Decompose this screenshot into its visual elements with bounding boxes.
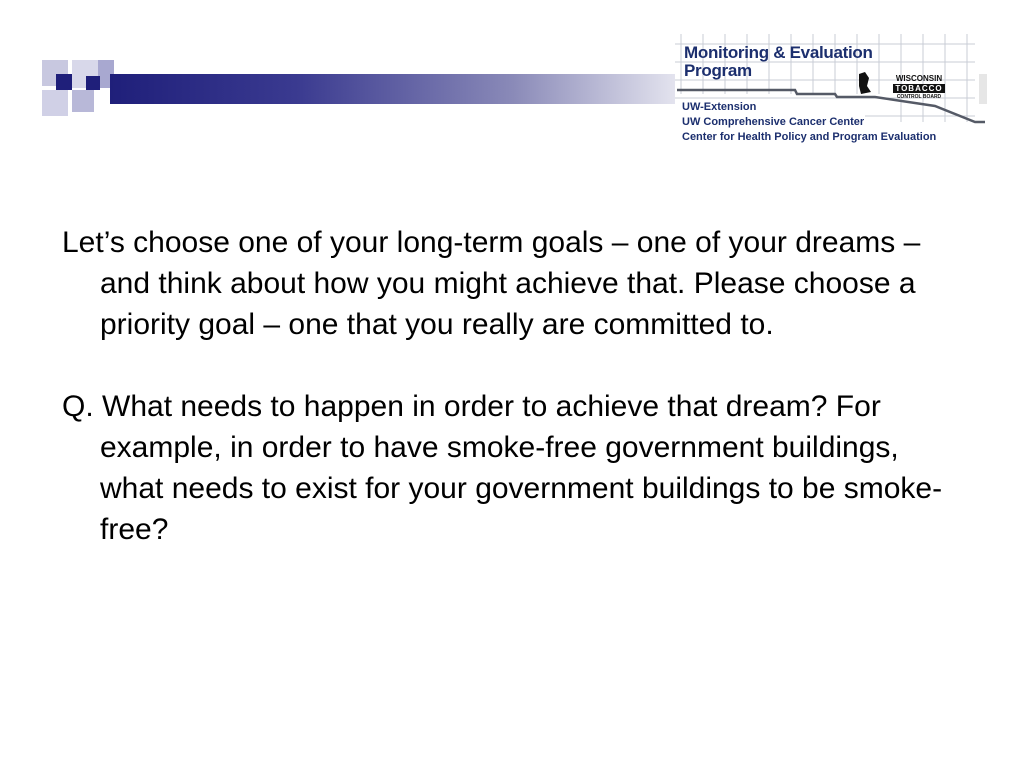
badge-line-3: CONTROL BOARD (896, 94, 942, 100)
slide-body (62, 222, 962, 591)
decor-square-light (72, 90, 94, 112)
paragraph-question: Q. What needs to happen in order to achieve that dream? For example, in order to have smoke-free government buildings, what needs to exist for your government buildings to be smoke-free? (62, 390, 943, 546)
header-bar (110, 74, 730, 104)
program-logo (675, 34, 987, 152)
affiliation-line: UW Comprehensive Cancer Center (682, 116, 865, 128)
decor-square-dark (56, 74, 72, 90)
affiliation-line: Center for Health Policy and Program Evaluation (682, 131, 937, 143)
badge-line-1: WISCONSIN (895, 74, 943, 83)
affiliation-line: UW-Extension (682, 101, 757, 113)
decor-square-light (42, 90, 68, 116)
tobacco-board-badge (887, 74, 951, 100)
logo-title: Monitoring & Evaluation Program (684, 43, 873, 80)
logo-affiliations (682, 100, 936, 145)
decor-square-dark (86, 76, 100, 90)
paragraph-goal: Let’s choose one of your long-term goals – one of your dreams – and think about how you might achieve that. Please choose a priority goal – one that you really are committed to. (62, 226, 921, 341)
badge-line-2: TOBACCO (893, 84, 945, 93)
